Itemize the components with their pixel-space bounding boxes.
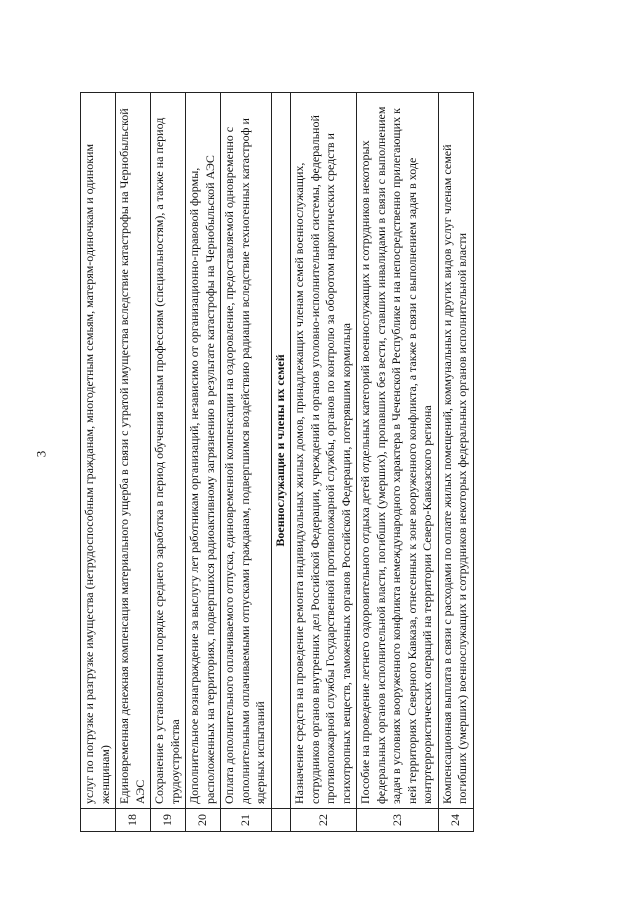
row-text: Компенсационная выплата в связи с расходами по оплате жилых помещений, коммунальных и других видов услуг членам семей погибших (умерших) военнослужащих и сотрудников некоторых федеральных органов исполнительной власти (438, 93, 473, 809)
row-text: услуг по погрузке и разгрузке имущества (нетрудоспособным гражданам, многодетным семьям, матерям-одиночкам и одиноким женщинам) (81, 93, 116, 809)
row-number (81, 809, 116, 832)
row-number: 20 (186, 809, 221, 832)
row-number: 23 (357, 809, 439, 832)
row-number: 21 (221, 809, 272, 832)
row-number: 19 (151, 809, 186, 832)
table-row (357, 93, 439, 832)
row-text: Сохранение в установленном порядке среднего заработка в период обучения новым профессиям (специальностям), а также на период трудоустройства (151, 93, 186, 809)
row-number: 24 (438, 809, 473, 832)
section-title: Военнослужащие и члены их семей (271, 93, 291, 809)
row-number: 22 (291, 809, 357, 832)
row-number: 18 (116, 809, 151, 832)
table-row (438, 93, 473, 832)
section-number-cell (271, 809, 291, 832)
table-row (186, 93, 221, 832)
section-row (271, 93, 291, 832)
page-number: 3 (33, 450, 49, 458)
table-row (151, 93, 186, 832)
row-text: Назначение средств на проведение ремонта индивидуальных жилых домов, принадлежащих членам семей военнослужащих, сотрудников органов внутренних дел Российской Федерации, учреждений и органов уголовно-исполнительной системы, федеральной противопожарной службы Государственной противопожарной службы, органов по контролю за оборотом наркотических средств и психотропных веществ, таможенных органов Российской Федерации, потерявшим кормильца (291, 93, 357, 809)
benefits-table (80, 92, 474, 832)
row-text: Дополнительное вознаграждение за выслугу лет работникам организаций, независимо от организационно-правовой формы, расположенных на территориях, подвергшихся радиоактивному загрязнению в результате катастрофы на Чернобыльской АЭС (186, 93, 221, 809)
table-row (116, 93, 151, 832)
table-row (291, 93, 357, 832)
row-text: Единовременная денежная компенсация материального ущерба в связи с утратой имущества вследствие катастрофы на Чернобыльской АЭС (116, 93, 151, 809)
document-table-container (80, 92, 550, 832)
row-text: Оплата дополнительного оплачиваемого отпуска, единовременной компенсации на оздоровление, предоставляемой одновременно с дополнительными оплачиваемыми отпусками гражданам, подвергшимся воздействию радиации вследствие техногенных катастроф и ядерных испытаний (221, 93, 272, 809)
table-row (81, 93, 116, 832)
row-text: Пособие на проведение летнего оздоровительного отдыха детей отдельных категорий военнослужащих и сотрудников некоторых федеральных органов исполнительной власти, погибших (умерших), пропавших без вести, ставших инвалидами в связи с выполнением задач в условиях вооруженного конфликта немеждународного характера в Чеченской Республике и на непосредственно прилегающих к ней территориях Северного Кавказа, отнесенных к зоне вооруженного конфликта, а также в связи с выполнением задач в ходе контртеррористических операций на территории Северо-Кавказского региона (357, 93, 439, 809)
table-row (221, 93, 272, 832)
